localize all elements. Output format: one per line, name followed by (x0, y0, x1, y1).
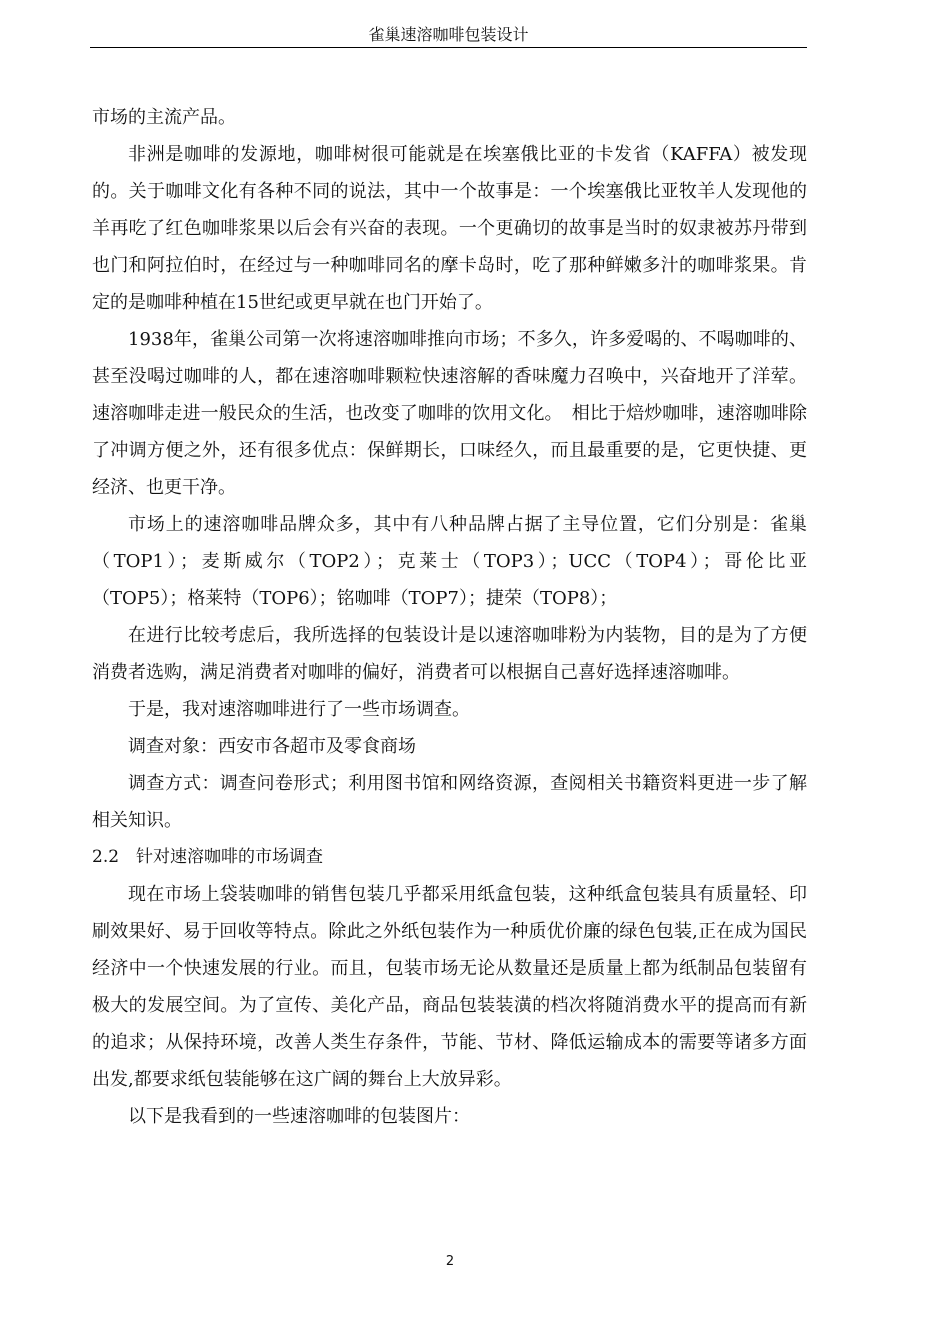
paragraph-continuation: 市场的主流产品。 (92, 107, 236, 128)
paragraph-coffee-origin: 非洲是咖啡的发源地，咖啡树很可能就是在埃塞俄比亚的卡发省（KAFFA）被发现的。关于咖啡文化有各种不同的说法，其中一个故事是：一个埃塞俄比亚牧羊人发现他的羊再吃了红色咖啡浆果以后会有兴奋的表现。一个更确切的故事是当时的奴隶被苏丹带到也门和阿拉伯时，在经过与一种咖啡同名的摩卡岛时，吃了那种鲜嫩多汁的咖啡浆果。肯定的是咖啡种植在15世纪或更早就在也门开始了。 (92, 144, 807, 313)
body-text (92, 99, 807, 1135)
paragraph-paper-packaging: 现在市场上袋装咖啡的销售包装几乎都采用纸盒包装，这种纸盒包装具有质量轻、印刷效果好、易于回收等特点。除此之外纸包装作为一种质优价廉的绿色包装,正在成为国民经济中一个快速发展的行业。而且，包装市场无论从数量还是质量上都为纸制品包装留有极大的发展空间。为了宣传、美化产品，商品包装装潢的档次将随消费水平的提高而有新的追求；从保持环境，改善人类生存条件，节能、节材、降低运输成本的需要等诸多方面出发,都要求纸包装能够在这广阔的舞台上大放异彩。 (92, 884, 807, 1090)
paragraph-survey-method: 调查方式：调查问卷形式；利用图书馆和网络资源，查阅相关书籍资料更进一步了解相关知识。 (92, 773, 807, 831)
paragraph-brands: 市场上的速溶咖啡品牌众多，其中有八种品牌占据了主导位置，它们分别是：雀巢（TOP1）；麦斯威尔（TOP2）；克莱士（TOP3）；UCC（TOP4）；哥伦比亚（TOP5）；格莱特（TOP6）；铭咖啡（TOP7）；捷荣（TOP8）； (92, 514, 807, 609)
paragraph-survey-target: 调查对象：西安市各超市及零食商场 (128, 736, 416, 757)
section-heading: 2.2 针对速溶咖啡的市场调查 (92, 847, 324, 867)
paragraph-design-choice: 在进行比较考虑后，我所选择的包装设计是以速溶咖啡粉为内装物，目的是为了方便消费者选购，满足消费者对咖啡的偏好，消费者可以根据自己喜好选择速溶咖啡。 (92, 625, 807, 683)
page-number: 2 (445, 1254, 455, 1269)
running-header: 雀巢速溶咖啡包装设计 (368, 25, 529, 44)
paragraph-survey-intro: 于是，我对速溶咖啡进行了一些市场调查。 (128, 699, 470, 720)
paragraph-nestle-history: 1938年，雀巢公司第一次将速溶咖啡推向市场；不多久，许多爱喝的、不喝咖啡的、甚至没喝过咖啡的人，都在速溶咖啡颗粒快速溶解的香味魔力召唤中，兴奋地开了洋荤。速溶咖啡走进一般民众的生活，也改变了咖啡的饮用文化。 相比于焙炒咖啡，速溶咖啡除了冲调方便之外，还有很多优点：保鲜期长，口味经久，而且最重要的是，它更快捷、更经济、也更干净。 (92, 329, 807, 498)
paragraph-images-intro: 以下是我看到的一些速溶咖啡的包装图片： (128, 1106, 470, 1127)
header-rule (90, 47, 807, 48)
